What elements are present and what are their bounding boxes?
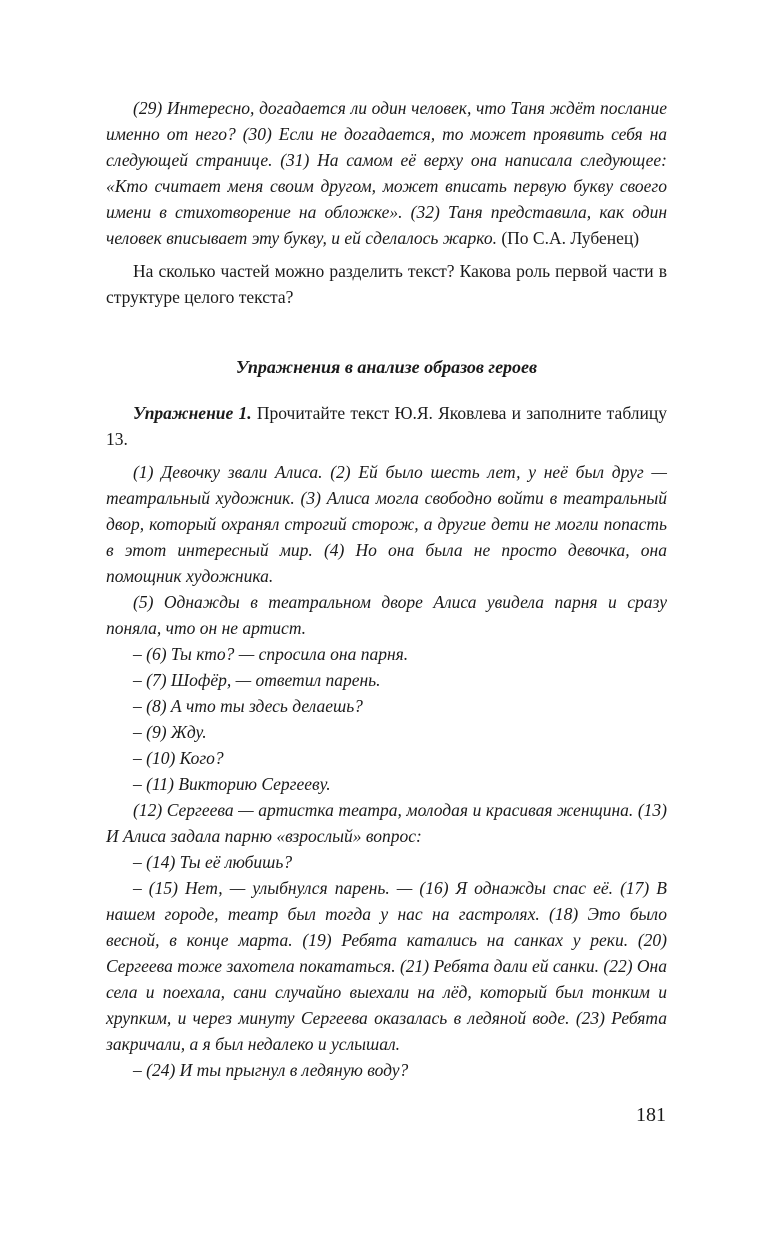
dialogue-line: – (11) Викторию Сергееву. (133, 774, 331, 794)
paragraph-sentences-29-32 (106, 95, 667, 251)
page-number: 181 (636, 1104, 666, 1126)
dialogue-line: – (6) Ты кто? — спросила она парня. (133, 644, 409, 664)
exercise-instruction: Прочитайте текст Ю.Я. Яковлева и заполните таблицу 13. (106, 403, 667, 449)
dialogue-line: – (8) А что ты здесь делаешь? (133, 696, 363, 716)
dialogue-line: – (24) И ты прыгнул в ледяную воду? (133, 1060, 409, 1080)
question-paragraph: На сколько частей можно разделить текст? Какова роль первой части в структуре целого текста? (106, 261, 667, 307)
text-column (106, 95, 667, 1083)
text-paragraph: (1) Девочку звали Алиса. (2) Ей было шесть лет, у неё был друг — театральный художник. (3) Алиса могла свободно войти в театральный двор, который охранял строгий сторож, а другие дети не могли попасть в этот интересный мир. (4) Но она была не просто девочка, она помощник художника. (106, 462, 667, 586)
section-heading: Упражнения в анализе образов героев (235, 357, 538, 377)
dialogue-line: – (9) Жду. (133, 722, 207, 742)
source-attribution: (По С.А. Лубенец) (501, 228, 640, 248)
text-paragraph: – (15) Нет, — улыбнулся парень. — (16) Я однажды спас её. (17) В нашем городе, театр был тогда у нас на гастролях. (18) Это было весной, в конце марта. (19) Ребята катались на санках у реки. (20) Сергеева тоже захотела покататься. (21) Ребята дали ей санки. (22) Она села и поехала, сани случайно выехали на лёд, который был тонким и хрупким, и через минуту Сергеева оказалась в ледяной воде. (23) Ребята закричали, а я был недалеко и услышал. (106, 878, 667, 1054)
text-paragraph: (12) Сергеева — артистка театра, молодая и красивая женщина. (13) И Алиса задала парню «взрослый» вопрос: (106, 800, 667, 846)
paragraph-text: (29) Интересно, догадается ли один человек, что Таня ждёт послание именно от него? (30) Если не догадается, то может проявить себя на следующей странице. (31) На самом её верху она написала следующее: «Кто считает меня своим другом, может вписать первую букву своего имени в стихотворение на обложке». (32) Таня представила, как один человек вписывает эту букву, и ей сделалось жарко. (106, 98, 667, 248)
exercise-1-paragraph (106, 400, 667, 452)
dialogue-line: – (10) Кого? (133, 748, 224, 768)
dialogue-line: – (14) Ты её любишь? (133, 852, 293, 872)
dialogue-line: – (7) Шофёр, — ответил парень. (133, 670, 381, 690)
exercise-label: Упражнение 1. (133, 403, 252, 423)
text-paragraph: (5) Однажды в театральном дворе Алиса увидела парня и сразу поняла, что он не артист. (106, 592, 667, 638)
